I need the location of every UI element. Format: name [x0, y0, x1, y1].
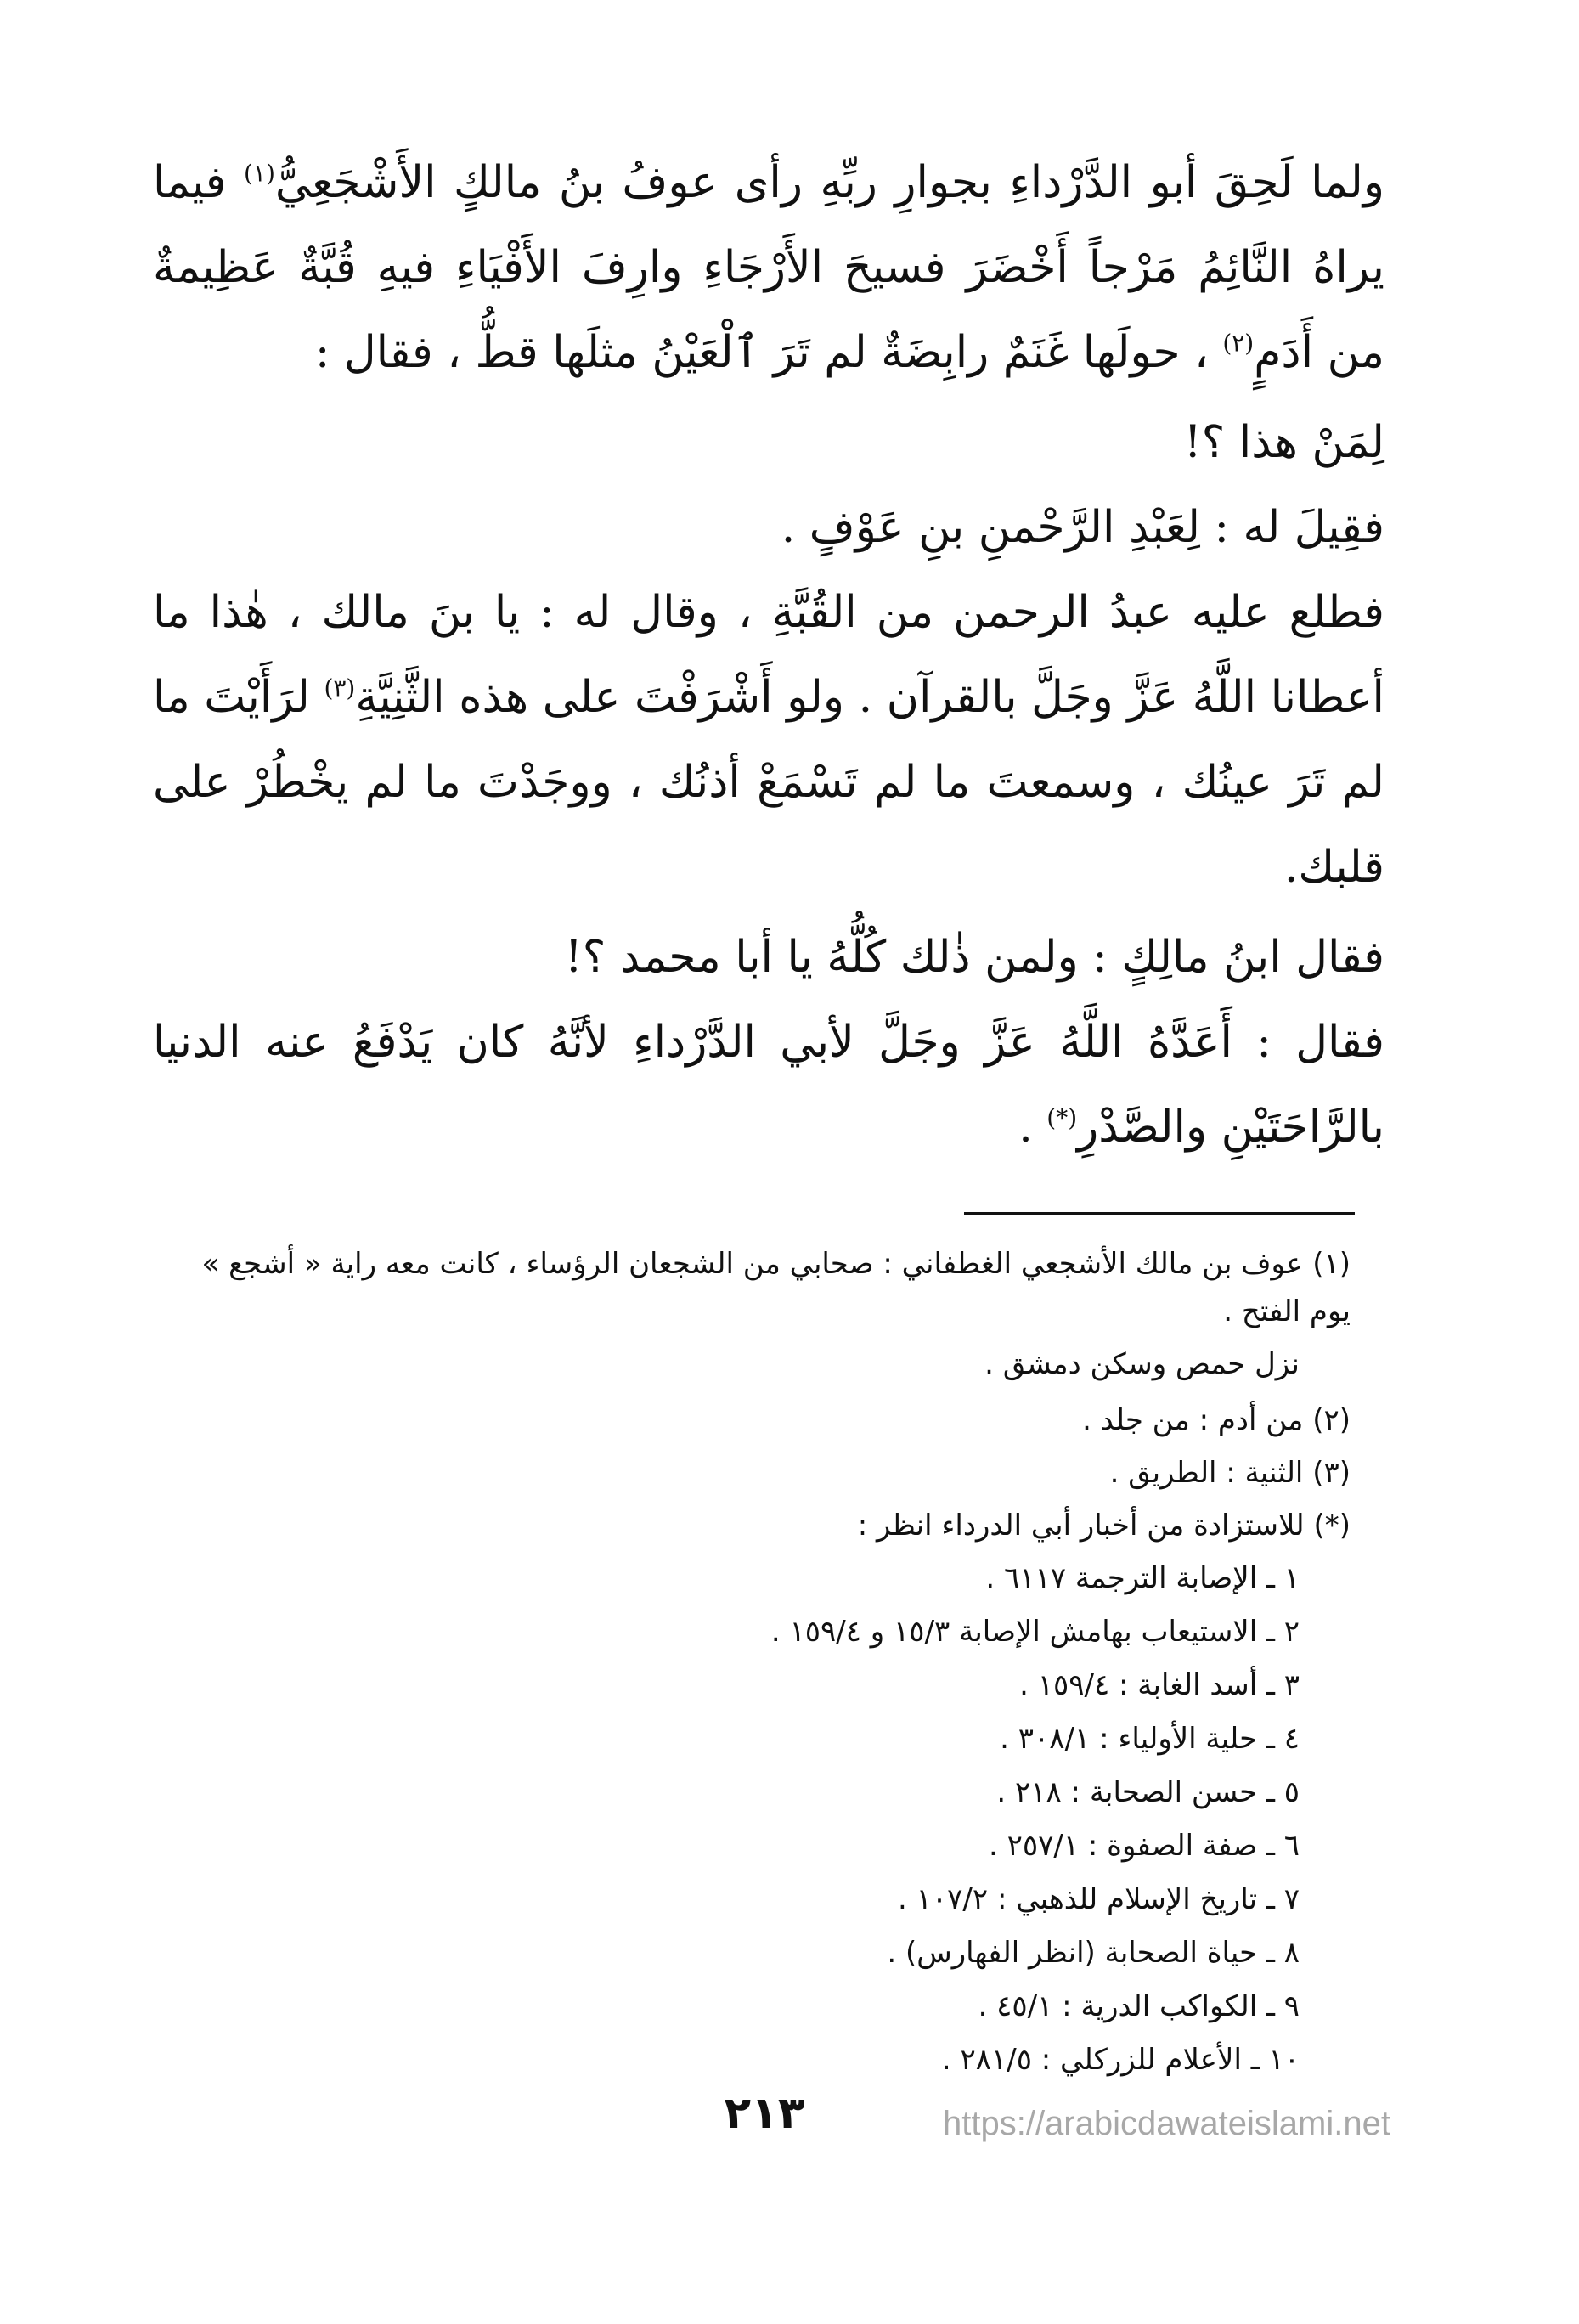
paragraph-4-text-a: فطلع عليه عبدُ الرحمن من القُبَّةِ ، وقال له : يا بنَ مالك ، هٰذا ما أعطانا اللَّهُ عَزَّ وجَلَّ بالقرآن . ولو أَشْرَفْتَ على هذه الثَّنِيَّةِ	[153, 587, 1384, 723]
paragraph-5: فقال ابنُ مالِكٍ : ولمن ذٰلك كُلُّهُ يا أبا محمد ؟!	[564, 932, 1384, 983]
source-item: ٥ ـ حسن الصحابة : ٢١٨ .	[996, 1775, 1300, 1809]
paragraph-3: فقِيلَ له : لِعَبْدِ الرَّحْمنِ بنِ عَوْفٍ .	[781, 502, 1384, 553]
paragraph-6-text-b: .	[1018, 1102, 1047, 1153]
footnote-ref-3: (٣)	[324, 674, 356, 702]
paragraph-1-text-a: ولما لَحِقَ أبو الدَّرْداءِ بجوارِ ربِّهِ رأى عوفُ بنُ مالكٍ الأَشْجَعِيُّ	[274, 157, 1384, 208]
paragraph-2: لِمَنْ هذا ؟!	[1183, 417, 1384, 468]
main-text	[153, 140, 1384, 1170]
footnote-ref-2: (٢)	[1222, 329, 1255, 358]
watermark-url: https://arabicdawateislami.net	[943, 2105, 1390, 2142]
footnote-1-continued: نزل حمص وسكن دمشق .	[984, 1347, 1300, 1381]
paragraph-4	[153, 570, 1384, 910]
source-item: ٧ ـ تاريخ الإسلام للذهبي : ١٠٧/٢ .	[898, 1882, 1300, 1916]
footnote-2: (٢) من أدم : من جلد .	[1082, 1403, 1351, 1437]
source-item: ٩ ـ الكواكب الدرية : ٤٥/١ .	[978, 1989, 1300, 2023]
source-item: ٨ ـ حياة الصحابة (انظر الفهارس) .	[887, 1936, 1300, 1970]
footnote-ref-1: (١)	[243, 159, 275, 188]
paragraph-1	[153, 140, 1384, 395]
footnote-ref-star: (*)	[1046, 1103, 1078, 1132]
source-item: ٢ ـ الاستيعاب بهامش الإصابة ١٥/٣ و ١٥٩/٤ .	[770, 1615, 1300, 1649]
page-number: ٢١٣	[724, 2088, 805, 2139]
footnote-star: (*) للاستزادة من أخبار أبي الدرداء انظر :	[857, 1509, 1351, 1543]
source-item: ٣ ـ أسد الغابة : ١٥٩/٤ .	[1019, 1668, 1300, 1702]
footnote-3: (٣) الثنية : الطريق .	[1109, 1456, 1351, 1490]
paragraph-1-text-c: ، حولَها غَنَمٌ رابِضَةٌ لم تَرَ ٱلْعَيْنُ مثلَها قطُّ ، فقال :	[314, 327, 1223, 378]
source-item: ١ ـ الإصابة الترجمة ٦١١٧ .	[985, 1561, 1300, 1595]
paragraph-6-text-a: فقال : أَعَدَّهُ اللَّهُ عَزَّ وجَلَّ لأبي الدَّرْداءِ لأنَّهُ كان يَدْفَعُ عنه الدنيا بالرَّاحَتَيْنِ والصَّدْرِ	[153, 1017, 1384, 1153]
footnote-1: (١) عوف بن مالك الأشجعي الغطفاني : صحابي من الشجعان الرؤساء ، كانت معه راية « أشجع » يوم الفتح .	[201, 1247, 1351, 1328]
footnotes	[153, 1240, 1351, 2090]
paragraph-6	[153, 1000, 1384, 1170]
source-item: ١٠ ـ الأعلام للزركلي : ٢٨١/٥ .	[941, 2043, 1300, 2077]
source-item: ٦ ـ صفة الصفوة : ٢٥٧/١ .	[988, 1829, 1300, 1863]
paragraph-1-text-b: فيما يراهُ النَّائِمُ مَرْجاً أَخْضَرَ فسيحَ الأَرْجَاءِ وارِفَ الأَفْيَاءِ فيهِ قُبَّةٌ عَظِيمةٌ من أَدَمٍ	[153, 157, 1384, 378]
paragraph-4-text-b: لرَأَيْتَ ما لم تَرَ عينُك ، وسمعتَ ما لم تَسْمَعْ أذنُك ، ووجَدْتَ ما لم يخْطُرْ على قلبك.	[153, 672, 1384, 893]
source-item: ٤ ـ حلية الأولياء : ٣٠٨/١ .	[1000, 1722, 1300, 1756]
footnote-separator	[964, 1212, 1355, 1215]
